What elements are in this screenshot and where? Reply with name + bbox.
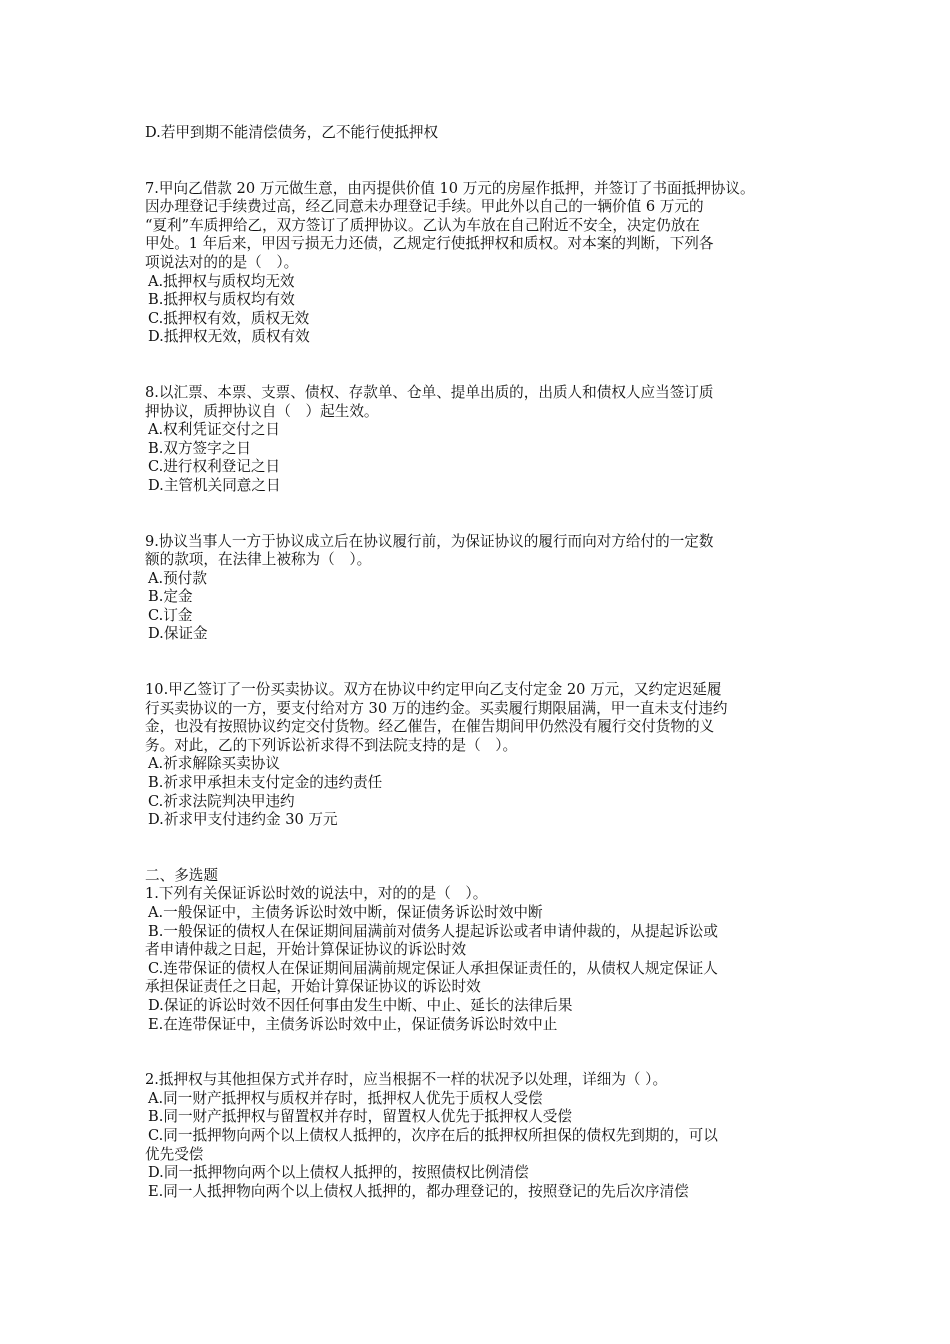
option-b: B.定金 — [148, 588, 193, 606]
question-text-line: 金，也没有按照协议约定交付货物。经乙催告，在催告期间甲仍然没有履行交付货物的义 — [145, 718, 715, 736]
option-a: A.祈求解除买卖协议 — [148, 755, 280, 773]
option-a: A.预付款 — [148, 569, 207, 587]
question-10 — [145, 681, 810, 830]
question-text-line: 2.抵押权与其他担保方式并存时，应当根据不一样的状况予以处理，详细为（ ）。 — [145, 1071, 668, 1089]
option-d: D.若甲到期不能清偿债务，乙不能行使抵押权 — [145, 124, 439, 141]
option-d: D.抵押权无效，质权有效 — [148, 328, 310, 346]
option-d: D.同一抵押物向两个以上债权人抵押的，按照债权比例清偿 — [148, 1164, 529, 1182]
section-multiple-choice — [145, 867, 810, 1034]
question-text-line: 务。对此，乙的下列诉讼祈求得不到法院支持的是（ ）。 — [145, 736, 518, 754]
question-text-line: 甲处。1 年后来，甲因亏损无力还债，乙规定行使抵押权和质权。对本案的判断，下列各 — [145, 235, 714, 253]
question-6-tail — [145, 124, 810, 143]
option-b: B.同一财产抵押权与留置权并存时，留置权人优先于抵押权人受偿 — [148, 1108, 572, 1126]
option-a: A.权利凭证交付之日 — [148, 421, 280, 439]
option-c-continuation: 优先受偿 — [145, 1145, 204, 1163]
option-a: A.抵押权与质权均无效 — [148, 272, 295, 290]
option-c: C.连带保证的债权人在保证期间届满前规定保证人承担保证责任的，从债权人规定保证人 — [148, 959, 718, 977]
question-text-line: 10.甲乙签订了一份买卖协议。双方在协议中约定甲向乙支付定金 20 万元，又约定迟延履 — [145, 681, 722, 699]
question-text-line: 行买卖协议的一方，要支付给对方 30 万的违约金。买卖履行期限届满，甲一直未支付违约 — [145, 699, 728, 717]
multiple-question-2 — [145, 1071, 810, 1201]
option-b: B.抵押权与质权均有效 — [148, 291, 295, 309]
question-text-line: 项说法对的的是（ ）。 — [145, 253, 299, 271]
option-c: C.抵押权有效，质权无效 — [148, 309, 310, 327]
option-c: C.订金 — [148, 606, 193, 624]
option-b: B.祈求甲承担未支付定金的违约责任 — [148, 774, 383, 792]
option-a: A.一般保证中，主债务诉讼时效中断，保证债务诉讼时效中断 — [148, 904, 543, 921]
option-b-continuation: 者申请仲裁之日起，开始计算保证协议的诉讼时效 — [145, 941, 467, 959]
option-c: C.同一抵押物向两个以上债权人抵押的，次序在后的抵押权所担保的债权先到期的，可以 — [148, 1126, 718, 1144]
option-a: A.同一财产抵押权与质权并存时，抵押权人优先于质权人受偿 — [148, 1089, 543, 1107]
option-b: B.一般保证的债权人在保证期间届满前对债务人提起诉讼或者申请仲裁的，从提起诉讼或 — [148, 922, 718, 940]
question-text-line: 7.甲向乙借款 20 万元做生意，由丙提供价值 10 万元的房屋作抵押，并签订了书面抵押协议。 — [145, 179, 755, 197]
option-e: E.同一人抵押物向两个以上债权人抵押的，都办理登记的，按照登记的先后次序清偿 — [148, 1182, 689, 1200]
question-9 — [145, 533, 810, 645]
document-page — [145, 124, 810, 1201]
option-d: D.主管机关同意之日 — [148, 476, 281, 494]
option-c: C.祈求法院判决甲违约 — [148, 792, 295, 810]
option-e: E.在连带保证中，主债务诉讼时效中止，保证债务诉讼时效中止 — [148, 1015, 558, 1033]
question-7 — [145, 180, 810, 347]
question-text-line: 8.以汇票、本票、支票、债权、存款单、仓单、提单出质的，出质人和债权人应当签订质 — [145, 383, 714, 401]
question-text-line: 押协议，质押协议自（ ）起生效。 — [145, 402, 379, 420]
option-d: D.祈求甲支付违约金 30 万元 — [148, 811, 338, 829]
question-text-line: “夏利”车质押给乙，双方签订了质押协议。乙认为车放在自己附近不安全，决定仍放在 — [145, 216, 700, 234]
question-text-line: 因办理登记手续费过高，经乙同意未办理登记手续。甲此外以自己的一辆价值 6 万元的 — [145, 198, 704, 216]
option-d: D.保证的诉讼时效不因任何事由发生中断、中止、延长的法律后果 — [148, 996, 573, 1014]
question-8 — [145, 384, 810, 496]
question-text-line: 9.协议当事人一方于协议成立后在协议履行前，为保证协议的履行而向对方给付的一定数 — [145, 532, 714, 550]
option-d: D.保证金 — [148, 625, 208, 643]
question-text-line: 额的款项，在法律上被称为（ ）。 — [145, 551, 372, 569]
option-c-continuation: 承担保证责任之日起，开始计算保证协议的诉讼时效 — [145, 978, 481, 996]
option-b: B.双方签字之日 — [148, 439, 251, 457]
question-text-line: 1.下列有关保证诉讼时效的说法中，对的的是（ ）。 — [145, 885, 488, 903]
option-c: C.进行权利登记之日 — [148, 458, 281, 476]
section-heading: 二、多选题 — [145, 866, 218, 884]
